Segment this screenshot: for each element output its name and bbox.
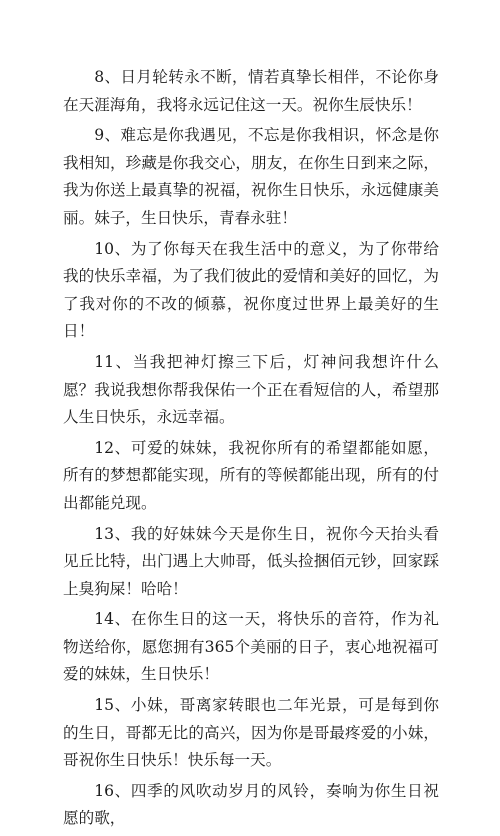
- paragraph-9: 9、难忘是你我遇见，不忘是你我相识，怀念是你我相知，珍藏是你我交心，朋友，在你生日到来之际，我为你送上最真挚的祝福，祝你生日快乐，永远健康美丽。妹子，生日快乐，青春永驻！: [63, 126, 439, 227]
- paragraph-8: 8、日月轮转永不断，情若真挚长相伴，不论你身在天涯海角，我将永远记住这一天。祝你生辰快乐！: [63, 68, 439, 114]
- paragraph-13: 13、我的好妹妹今天是你生日，祝你今天抬头看见丘比特，出门遇上大帅哥，低头捡捆佰元钞，回家踩上臭狗屎！哈哈！: [63, 524, 439, 598]
- paragraph-11: 11、当我把神灯擦三下后，灯神问我想许什么愿？我说我想你帮我保佑一个正在看短信的人，希望那人生日快乐，永远幸福。: [63, 352, 439, 427]
- paragraph-15: 15、小妹，哥离家转眼也二年光景，可是每到你的生日，哥都无比的高兴，因为你是哥最疼爱的小妹，哥祝你生日快乐！快乐每一天。: [63, 696, 439, 770]
- paragraph-12: 12、可爱的妹妹，我祝你所有的希望都能如愿，所有的梦想都能实现，所有的等候都能出现，所有的付出都能兑现。: [63, 438, 439, 512]
- document-body: [63, 64, 439, 836]
- paragraph-14: 14、在你生日的这一天，将快乐的音符，作为礼物送给你，愿您拥有365个美丽的日子，衷心地祝福可爱的妹妹，生日快乐！: [63, 610, 439, 684]
- paragraph-16: 16、四季的风吹动岁月的风铃，奏响为你生日祝愿的歌，: [63, 781, 439, 828]
- paragraph-10: 10、为了你每天在我生活中的意义，为了你带给我的快乐幸福，为了我们彼此的爱情和美好的回忆，为了我对你的不改的倾慕，祝你度过世界上最美好的生日！: [63, 239, 439, 341]
